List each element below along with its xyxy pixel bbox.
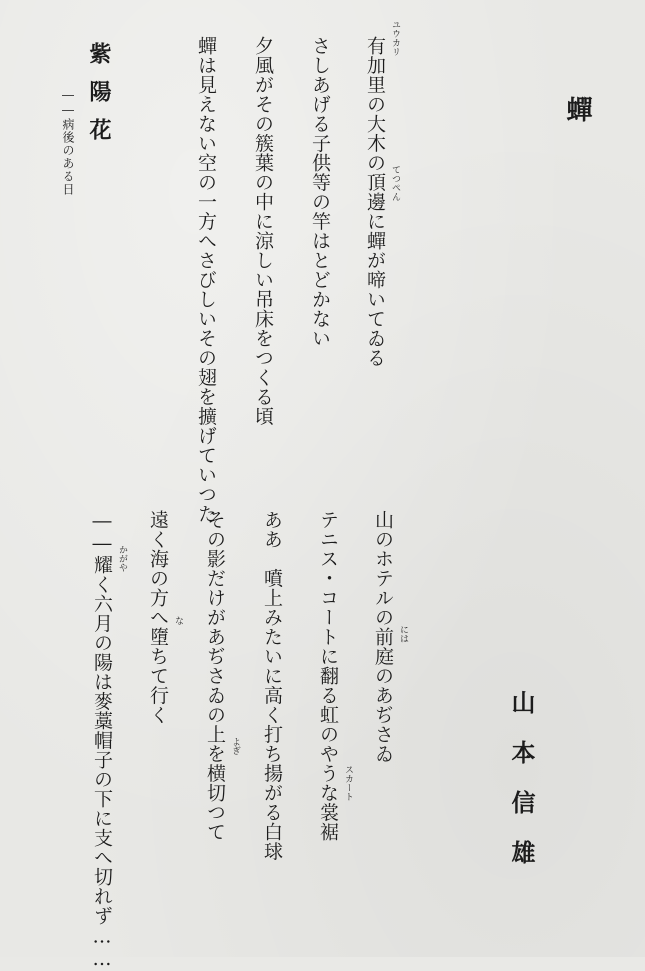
poem-author: 山本信雄 (507, 690, 536, 890)
poem-line-10: ――耀く六月の陽は麥藁帽子の下に支へ切れず…… (91, 510, 113, 971)
ruby-teppen: てつぺん (390, 165, 400, 201)
ruby-yukari: ユウカリ (390, 20, 400, 56)
poem-line-7: ああ 噴上みたいに高く打ち揚がる白球 (261, 510, 283, 861)
poem-line-8: その影だけがあぢさゐの上を横切つて (204, 510, 226, 842)
ruby-yogi: よぎ (230, 737, 240, 755)
poem-line-5: 山のホテルの前庭のあぢさゐ (372, 510, 394, 764)
poem-line-4: 蟬は見えない空の一方へさびしいその翅を擴げていつた (195, 36, 217, 524)
next-poem-title: 紫陽花 (86, 42, 112, 156)
poem-line-9: 遠く海の方へ墮ちて行く (147, 510, 169, 725)
next-poem-note: ――病後のある日 (61, 88, 75, 196)
ruby-kagaya: かがや (117, 545, 127, 572)
poem-line-6: テニス・コートに翻る虹のやうな裳裾 (317, 510, 339, 842)
ruby-na: な (173, 616, 183, 625)
poem-line-3: 夕風がその簇葉の中に涼しい吊床をつくる頃 (252, 36, 274, 426)
poem-title: 蟬 (562, 96, 592, 122)
poem-line-1: 有加里の大木の頂邊に蟬が啼いてゐる (364, 36, 386, 368)
ruby-niwa: には (398, 625, 408, 643)
ruby-skirt: スカート (343, 765, 353, 801)
poem-line-2: さしあげる子供等の竿はとどかない (309, 36, 331, 348)
